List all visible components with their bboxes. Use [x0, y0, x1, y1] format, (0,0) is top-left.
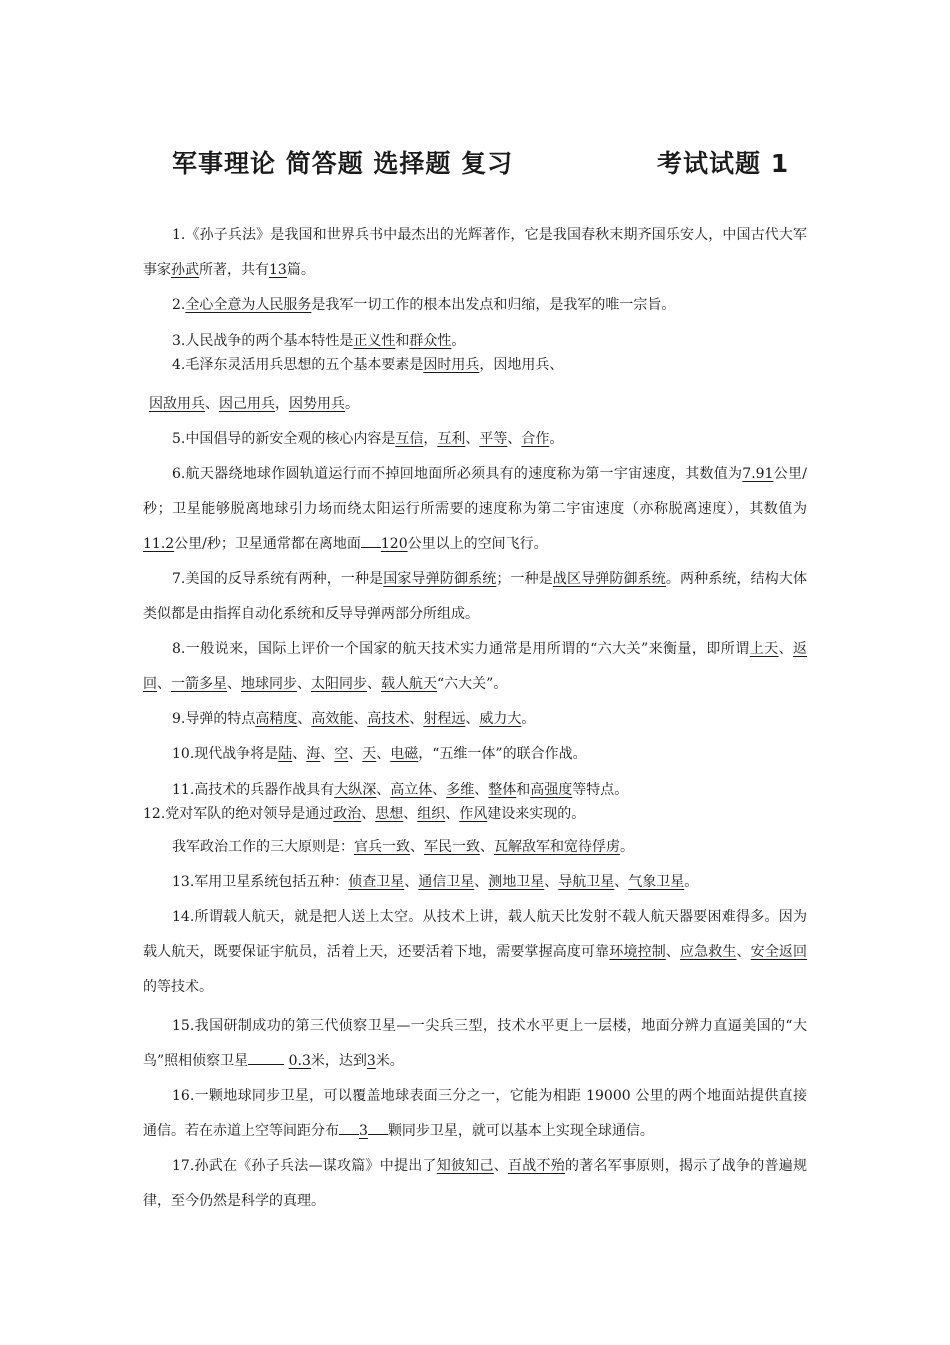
question-13: 13.军用卫星系统包括五种：侦查卫星、通信卫星、测地卫星、导航卫星、气象卫星。	[172, 874, 699, 890]
question-7: 7.美国的反导系统有两种，一种是国家导弹防御系统；一种是战区导弹防御系统。两种系统，结构大体类似都是由指挥自动化系统和反导导弹两部分所组成。	[143, 571, 808, 622]
question-2: 2.全心全意为人民服务是我军一切工作的根本出发点和归缩，是我军的唯一宗旨。	[172, 297, 676, 313]
answer: 高精度	[255, 711, 298, 727]
question-12-principles: 我军政治工作的三大原则是：官兵一致、军民一致、瓦解敌军和宽待俘虏。	[172, 839, 634, 855]
answer: 战区导弹防御系统	[552, 571, 666, 587]
answer: 正义性	[353, 333, 396, 349]
answer: 作风	[459, 806, 488, 822]
question-12: 12.党对军队的绝对领导是通过政治、思想、组织、作风建设来实现的。	[143, 806, 586, 822]
answer: 天	[362, 746, 377, 762]
answer: 大纵深	[334, 782, 377, 798]
page-subtitle: 考试试题 1	[657, 149, 790, 178]
answer: 11.2	[143, 536, 175, 552]
answer: 空	[334, 746, 349, 762]
answer: 高效能	[311, 711, 354, 727]
answer: 电磁	[390, 746, 419, 762]
answer: 国家导弹防御系统	[383, 571, 497, 587]
answer: 全心全意为人民服务	[185, 297, 312, 313]
question-16: 16.一颗地球同步卫星，可以覆盖地球表面三分之一，它能为相距 19000 公里的两个地面站提供直接通信。若在赤道上空等间距分布 3 颗同步卫星，就可以基本上实现全球通信。	[143, 1088, 807, 1139]
answer: 太阳同步	[311, 676, 367, 692]
question-4-cont: 因敌用兵、因己用兵，因势用兵。	[149, 396, 359, 412]
answer: 7.91	[742, 466, 774, 482]
answer: 互利	[437, 431, 466, 447]
answer: 应急救生	[679, 944, 737, 960]
answer: 因己用兵	[219, 396, 275, 412]
answer: 互信	[395, 431, 424, 447]
document-body	[143, 218, 807, 1219]
answer: 安全返回	[750, 944, 808, 960]
question-3: 3.人民战争的两个基本特性是正义性和群众性。	[172, 333, 466, 349]
answer: 3	[359, 1123, 368, 1139]
question-4: 4.毛泽东灵活用兵思想的五个基本要素是因时用兵，因地用兵、	[172, 357, 564, 373]
question-6: 6.航天器绕地球作圆轨道运行而不掉回地面所必须具有的速度称为第一宇宙速度，其数值为7.91公里/秒；卫星能够脱离地球引力场而绕太阳运行所需要的速度称为第二宇宙速度（亦称脱离速度），其数值为11.2公里/秒；卫星通常都在离地面 120公里以上的空间飞行。	[143, 466, 808, 552]
answer: 合作	[521, 431, 550, 447]
answer: 百战不殆	[508, 1158, 566, 1174]
answer: 孙武	[171, 262, 199, 278]
answer: 地球同步	[241, 676, 297, 692]
answer: 气象卫星	[628, 874, 685, 890]
answer: 上天	[749, 641, 779, 657]
answer: 环境控制	[609, 944, 666, 960]
answer: 知彼知己	[436, 1158, 494, 1174]
answer: 120	[380, 536, 408, 552]
answer: 整体	[488, 782, 517, 798]
answer: 官兵一致	[354, 839, 410, 855]
answer: 陆	[278, 746, 293, 762]
question-5: 5.中国倡导的新安全观的核心内容是互信，互利、平等、合作。	[172, 431, 564, 447]
question-8: 8.一般说来，国际上评价一个国家的航天技术实力通常是用所谓的“六大关”来衡量，即所谓上天、返回、一箭多星、地球同步、太阳同步、载人航天“六大关”。	[143, 641, 808, 692]
page-title: 军事理论 简答题 选择题 复习	[172, 149, 514, 178]
answer: 多维	[446, 782, 475, 798]
answer: 3	[366, 1053, 376, 1069]
answer: 13	[269, 262, 287, 278]
answer: 导航卫星	[558, 874, 615, 890]
answer: 海	[306, 746, 321, 762]
answer: 高立体	[390, 782, 433, 798]
answer: 载人航天	[381, 676, 437, 692]
question-1: 1.《孙子兵法》是我国和世界兵书中最杰出的光辉著作，它是我国春秋末期齐国乐安人，中国古代大军事家孙武所著，共有13篇。	[143, 227, 807, 278]
answer: 高强度	[530, 782, 573, 798]
question-10: 10.现代战争将是陆、海、空、天、电磁，“五维一体”的联合作战。	[172, 746, 587, 762]
answer: 因势用兵	[289, 396, 345, 412]
answer: 政治	[333, 806, 362, 822]
answer: 群众性	[409, 333, 452, 349]
answer: 高技术	[367, 711, 410, 727]
answer: 威力大	[479, 711, 522, 727]
answer: 瓦解敌军和宽待俘虏	[494, 839, 620, 855]
question-17: 17.孙武在《孙子兵法—谋攻篇》中提出了知彼知己、百战不殆的著名军事原则，揭示了战争的普遍规律，至今仍然是科学的真理。	[143, 1158, 808, 1209]
answer: 0.3	[288, 1053, 311, 1069]
answer: 因敌用兵	[149, 396, 205, 412]
answer: 因时用兵	[423, 357, 480, 373]
question-14: 14.所谓载人航天，就是把人送上太空。从技术上讲，载人航天比发射不载人航天器要困难得多。因为载人航天，既要保证宇航员，活着上天，还要活着下地，需要掌握高度可靠环境控制、应急救生、安全返回的等技术。	[143, 909, 808, 995]
question-11: 11.高技术的兵器作战具有大纵深、高立体、多维、整体和高强度等特点。	[172, 782, 629, 798]
answer: 组织	[417, 806, 446, 822]
answer: 返回	[143, 641, 808, 692]
question-15: 15.我国研制成功的第三代侦察卫星—一尖兵三型，技术水平更上一层楼，地面分辨力直逼美国的“大鸟”照相侦察卫星 0.3米，达到3米。	[143, 1018, 807, 1069]
answer: 思想	[375, 806, 404, 822]
answer: 平等	[479, 431, 508, 447]
answer: 一箭多星	[171, 676, 227, 692]
answer: 通信卫星	[418, 874, 475, 890]
answer: 射程远	[423, 711, 466, 727]
question-9: 9.导弹的特点高精度、高效能、高技术、射程远、威力大。	[172, 711, 536, 727]
answer: 侦查卫星	[348, 874, 405, 890]
answer: 军民一致	[424, 839, 480, 855]
answer: 测地卫星	[488, 874, 545, 890]
